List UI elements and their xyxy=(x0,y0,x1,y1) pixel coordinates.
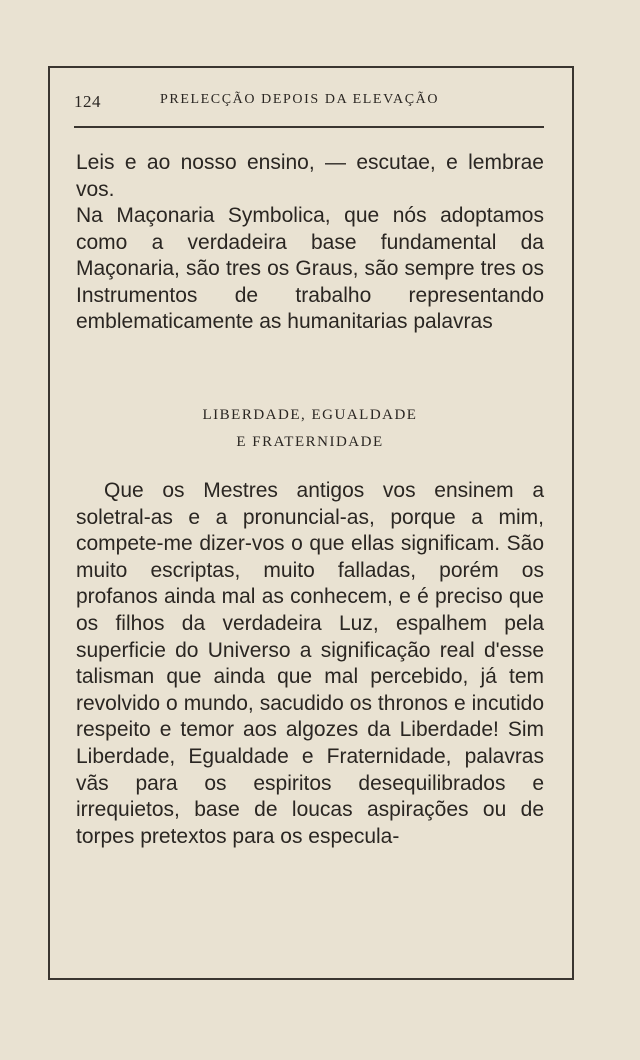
section-heading-line-1: LIBERDADE, EGUALDADE xyxy=(202,407,418,423)
paragraph-intro: Leis e ao nosso ensino, — escutae, e lembrae vos. xyxy=(76,151,544,201)
section-heading-line-2: E FRATERNIDADE xyxy=(236,434,384,450)
paragraph-symbolic-masonry: Na Maçonaria Symbolica, que nós adoptamos como a verdadeira base fundamental da Maçonaria, são tres os Graus, são sempre tres os Instrumentos de trabalho representando emblematicamente as humanitarias palavras xyxy=(76,204,544,334)
header-rule xyxy=(74,126,544,128)
paragraph-ancient-masters: Que os Mestres antigos vos ensinem a soletral-as e a pronuncial-as, porque a mim, compete-me dizer-vos o que ellas significam. São muito escriptas, muito falladas, porém os profanos ainda mal as conhecem, e é preciso que os filhos da verdadeira Luz, espalhem pela superficie do Universo a significação real d'esse talisman que ainda que mal percebido, já tem revolvido o mundo, sacudido os thronos e incutido respeito e temor aos algozes da Liberdade! Sim Liberdade, Egualdade e Fraternidade, palavras vãs para os espiritos desequilibrados e irrequietos, base de loucas aspirações ou de torpes pretextos para os especula- xyxy=(76,479,544,848)
running-title: PRELECÇÃO DEPOIS DA ELEVAÇÃO xyxy=(160,92,440,107)
running-head xyxy=(74,88,544,112)
bottom-rule xyxy=(48,978,574,980)
page-number: 124 xyxy=(74,92,101,111)
